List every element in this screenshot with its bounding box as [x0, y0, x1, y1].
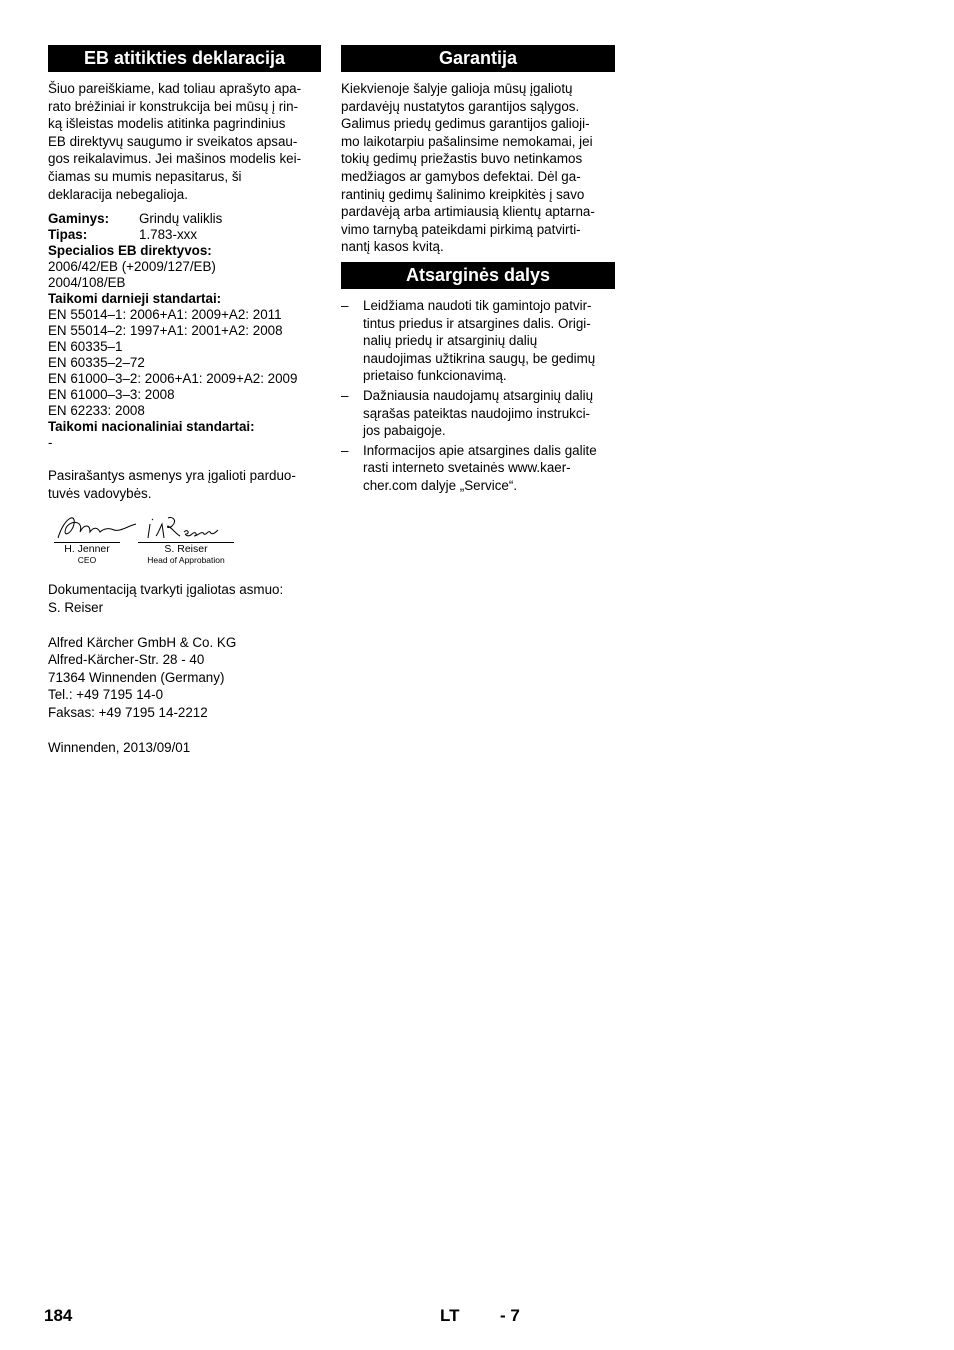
intro-line: rato brėžiniai ir konstrukcija bei mūsų į rin-	[48, 98, 299, 114]
declaration-heading: EB atitikties deklaracija	[48, 45, 321, 72]
signature-name: S. Reiser	[164, 543, 208, 556]
type-row	[48, 227, 321, 243]
address-line: Alfred-Kärcher-Str. 28 - 40	[48, 652, 205, 668]
warranty-line: nantį kasos kvitą.	[341, 239, 444, 255]
signature-jenner	[54, 514, 120, 566]
documentation-line: S. Reiser	[48, 599, 104, 615]
standard-item: EN 61000–3–3: 2008	[48, 387, 175, 403]
declaration-intro	[48, 80, 321, 203]
warranty-line: tokių gedimų priežastis buvo netinkamos	[341, 151, 583, 167]
item-line: sąrašas pateiktas naudojimo instrukci-	[363, 405, 591, 421]
section-page: - 7	[500, 1306, 520, 1325]
page-number: 184	[44, 1306, 73, 1325]
item-line: Dažniausia naudojamų atsarginių dalių	[363, 387, 594, 403]
intro-line: Šiuo pareiškiame, kad toliau aprašyto apa-	[48, 81, 302, 96]
warranty-line: pardavėją arba artimiausią klientų aptarna-	[341, 204, 595, 220]
address-line: 71364 Winnenden (Germany)	[48, 669, 225, 685]
product-value: Grindų valiklis	[139, 211, 223, 227]
national-heading: Taikomi nacionaliniai standartai:	[48, 419, 255, 435]
spare-parts-list	[341, 297, 615, 495]
standard-item: EN 60335–1	[48, 339, 123, 355]
intro-line: EB direktyvų saugumo ir sveikatos apsau-	[48, 133, 298, 149]
warranty-line: rantinių gedimų šalinimo kreipkitės į savo	[341, 186, 585, 202]
product-label: Gaminys:	[48, 211, 110, 227]
list-item	[341, 387, 615, 440]
documentation-block	[48, 581, 321, 616]
national-value: -	[48, 435, 53, 451]
product-row	[48, 211, 321, 227]
item-line: naudojimas užtikrina saugų, be gedimų	[363, 350, 596, 366]
signature-reiser	[138, 514, 234, 566]
intro-line: deklaracija nebegalioja.	[48, 186, 188, 202]
language-code: LT	[440, 1306, 460, 1325]
type-value: 1.783-xxx	[139, 227, 198, 243]
directive-item: 2006/42/EB (+2009/127/EB)	[48, 259, 216, 275]
intro-line: gos reikalavimus. Jei mašinos modelis kei-	[48, 151, 302, 167]
item-line: nalių priedų ir atsarginių dalių	[363, 333, 538, 349]
warranty-heading: Garantija	[341, 45, 615, 72]
spare-parts-heading: Atsarginės dalys	[341, 262, 615, 289]
standard-item: EN 55014–1: 2006+A1: 2009+A2: 2011	[48, 307, 282, 323]
signatories-line: tuvės vadovybės.	[48, 485, 152, 501]
warranty-line: Kiekvienoje šalyje galioja mūsų įgaliotų	[341, 81, 573, 96]
dash-bullet: –	[341, 387, 349, 403]
warranty-line: pardavėjų nustatytos garantijos sąlygos.	[341, 98, 580, 114]
directive-item: 2004/108/EB	[48, 275, 126, 291]
declaration-details	[48, 211, 321, 451]
harmonized-heading: Taikomi darnieji standartai:	[48, 291, 222, 307]
address-line: Alfred Kärcher GmbH & Co. KG	[48, 634, 237, 650]
item-line: tintus priedus ir atsargines dalis. Origi-	[363, 315, 591, 331]
standard-item: EN 60335–2–72	[48, 355, 145, 371]
address-line: Faksas: +49 7195 14-2212	[48, 704, 208, 720]
warranty-line: vimo tarnybą pateikdami pirkimą patvirti-	[341, 221, 581, 237]
warranty-column	[341, 45, 615, 496]
item-line: prietaiso funkcionavimą.	[363, 368, 507, 384]
directives-heading: Specialios EB direktyvos:	[48, 243, 212, 259]
warranty-text	[341, 80, 615, 256]
address-block	[48, 634, 321, 722]
item-line: jos pabaigoje.	[363, 423, 446, 439]
dash-bullet: –	[341, 442, 349, 458]
item-line: Informacijos apie atsargines dalis galite	[363, 442, 597, 458]
item-line: rasti interneto svetainės www.kaer-	[363, 460, 571, 476]
signatories-line: Pasirašantys asmenys yra įgalioti parduo-	[48, 468, 296, 484]
signature-jenner-scribble	[54, 514, 138, 542]
standard-item: EN 61000–3–2: 2006+A1: 2009+A2: 2009	[48, 371, 298, 387]
type-label: Tipas:	[48, 227, 88, 243]
signatures	[48, 514, 321, 576]
list-item	[341, 442, 615, 495]
intro-line: ką išleistas modelis atitinka pagrindinius	[48, 116, 286, 132]
warranty-line: mo laikotarpiu pašalinsime nemokamai, jei	[341, 133, 593, 149]
signature-name: H. Jenner	[64, 543, 110, 556]
place-date: Winnenden, 2013/09/01	[48, 739, 191, 755]
warranty-line: medžiagos ar gamybos defektai. Dėl ga-	[341, 168, 581, 184]
address-line: Tel.: +49 7195 14-0	[48, 687, 164, 703]
item-line: Leidžiama naudoti tik gamintojo patvir-	[363, 297, 592, 313]
warranty-line: Galimus priedų gedimus garantijos galioji-	[341, 116, 590, 132]
standard-item: EN 55014–2: 1997+A1: 2001+A2: 2008	[48, 323, 283, 339]
standard-item: EN 62233: 2008	[48, 403, 145, 419]
dash-bullet: –	[341, 297, 349, 313]
documentation-line: Dokumentaciją tvarkyti įgaliotas asmuo:	[48, 582, 284, 598]
signature-reiser-scribble	[138, 514, 234, 542]
signatories-text	[48, 467, 321, 502]
signature-role: Head of Approbation	[147, 555, 225, 566]
declaration-column	[48, 45, 321, 756]
signature-role: CEO	[77, 555, 97, 566]
intro-line: čiamas su mumis nepasitarus, ši	[48, 168, 242, 184]
list-item	[341, 297, 615, 385]
item-line: cher.com dalyje „Service“.	[363, 477, 518, 493]
